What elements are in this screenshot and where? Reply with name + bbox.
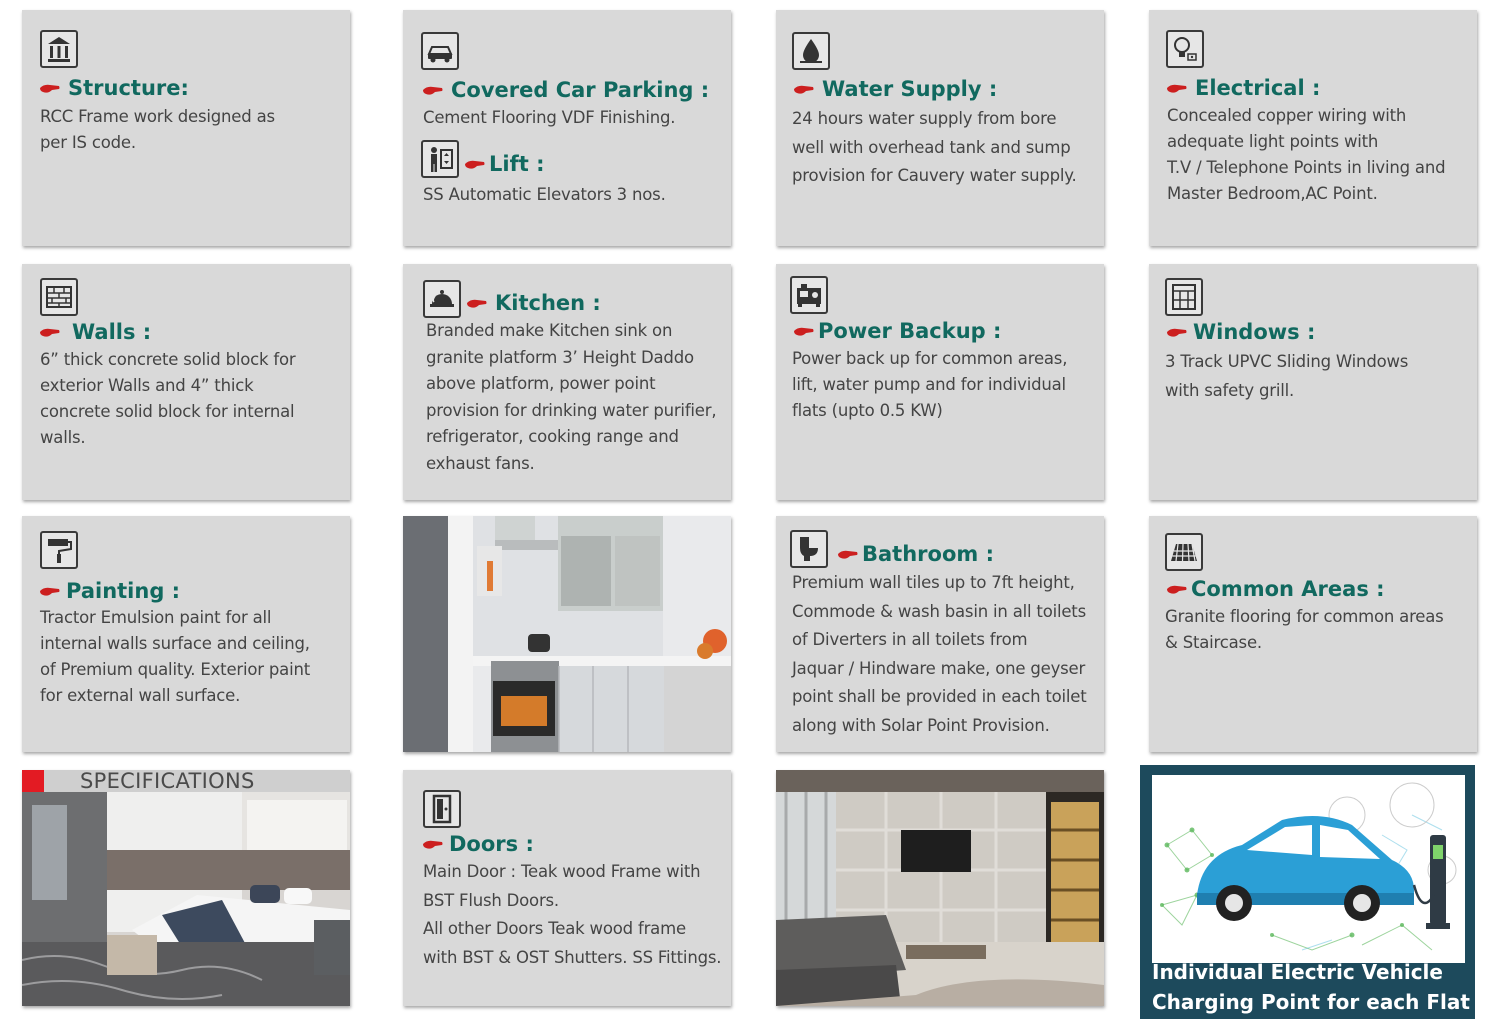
power-title [794, 319, 1001, 343]
parking-text: Cement Flooring VDF Finishing. [423, 108, 676, 127]
building-icon [40, 30, 78, 68]
brick-wall-icon [40, 278, 78, 316]
pointer-icon [40, 327, 60, 338]
pointer-icon [40, 586, 60, 597]
ev-charging-text: Individual Electric Vehicle Charging Point for each Flat [1152, 960, 1470, 1014]
parking-title-text: Covered Car Parking : [451, 78, 710, 102]
pointer-icon [794, 326, 814, 337]
bathroom-title-text: Bathroom : [862, 542, 994, 566]
walls-text: 6” thick concrete solid block for exterior Walls and 4” thick concrete solid block for internal walls. [40, 350, 296, 447]
kitchen-title-text: Kitchen : [495, 291, 601, 315]
window-icon [1165, 278, 1203, 316]
painting-title [40, 579, 180, 603]
pointer-icon [40, 83, 60, 94]
ev-illustration [1152, 775, 1465, 963]
lift-title-text: Lift : [489, 152, 545, 176]
structure-title [40, 76, 189, 100]
bulb-icon [1166, 30, 1204, 68]
kitchen-text: Branded make Kitchen sink on granite platform 3’ Height Daddo above platform, power point provision for drinking water purifier, refrigerator, cooking range and exhaust fans. [426, 321, 717, 473]
kitchen-title [467, 291, 601, 315]
kitchen-card [403, 264, 731, 500]
water-title-text: Water Supply : [822, 77, 998, 101]
specifications-label: SPECIFICATIONS [80, 770, 255, 793]
pointer-icon [465, 159, 485, 170]
car-icon [421, 32, 459, 70]
windows-text: 3 Track UPVC Sliding Windows with safety grill. [1165, 352, 1409, 400]
power-card [776, 264, 1104, 500]
walls-title [40, 320, 151, 344]
water-card [776, 10, 1104, 246]
lift-icon [421, 140, 459, 178]
pointer-icon [1167, 83, 1187, 94]
chef-icon [423, 280, 461, 318]
windows-card [1149, 264, 1477, 500]
painting-text: Tractor Emulsion paint for all internal walls surface and ceiling, of Premium quality. Exterior paint for external wall surface. [40, 608, 310, 705]
bedroom-photo [22, 770, 350, 1006]
pointer-icon [838, 549, 858, 560]
pointer-icon [1167, 584, 1187, 595]
parking-lift-card [403, 10, 731, 246]
structure-card [22, 10, 350, 246]
bathroom-card [776, 516, 1104, 752]
water-text: 24 hours water supply from bore well with overhead tank and sump provision for Cauvery water supply. [792, 109, 1077, 185]
water-drop-icon [792, 32, 830, 70]
structure-text: RCC Frame work designed as per IS code. [40, 107, 275, 152]
lift-title [465, 152, 544, 176]
doors-title-text: Doors : [449, 832, 534, 856]
pointer-icon [1167, 327, 1187, 338]
electrical-title-text: Electrical : [1195, 76, 1321, 100]
lift-text: SS Automatic Elevators 3 nos. [423, 185, 666, 204]
common-text: Granite flooring for common areas & Staircase. [1165, 607, 1444, 652]
painting-title-text: Painting : [66, 579, 181, 603]
toilet-icon [790, 530, 828, 568]
living-room-photo [776, 770, 1104, 1006]
floor-tiles-icon [1165, 533, 1203, 571]
door-icon [423, 790, 461, 828]
generator-icon [790, 276, 828, 314]
walls-title-text: Walls : [72, 320, 152, 344]
electrical-card [1149, 10, 1477, 246]
bathroom-text: Premium wall tiles up to 7ft height, Commode & wash basin in all toilets of Diverters in all toilets from Jaquar / Hindware make, one geyser point shall be provided in each toilet along with Solar Point Provision. [792, 573, 1087, 735]
parking-title [423, 78, 709, 102]
bathroom-title [838, 542, 994, 566]
painting-card [22, 516, 350, 752]
ev-charging-card [1140, 765, 1475, 1019]
power-title-text: Power Backup : [818, 319, 1002, 343]
windows-title-text: Windows : [1193, 320, 1316, 344]
electrical-title [1167, 76, 1320, 100]
windows-title [1167, 320, 1315, 344]
pointer-icon [423, 85, 443, 96]
walls-card [22, 264, 350, 500]
common-title [1167, 577, 1385, 601]
doors-title [423, 832, 534, 856]
paint-roller-icon [40, 531, 78, 569]
pointer-icon [423, 839, 443, 850]
pointer-icon [794, 84, 814, 95]
water-title [794, 77, 997, 101]
electrical-text: Concealed copper wiring with adequate light points with T.V / Telephone Points in living and Master Bedroom,AC Point. [1167, 106, 1446, 203]
common-areas-card [1149, 516, 1477, 752]
pointer-icon [467, 298, 487, 309]
structure-title-text: Structure: [68, 76, 189, 100]
doors-text: Main Door : Teak wood Frame with BST Flush Doors. All other Doors Teak wood frame with BST & OST Shutters. SS Fittings. [423, 862, 722, 967]
kitchen-photo [403, 516, 731, 752]
common-title-text: Common Areas : [1191, 577, 1385, 601]
doors-card [403, 770, 731, 1006]
power-text: Power back up for common areas, lift, water pump and for individual flats (upto 0.5 KW) [792, 349, 1068, 420]
